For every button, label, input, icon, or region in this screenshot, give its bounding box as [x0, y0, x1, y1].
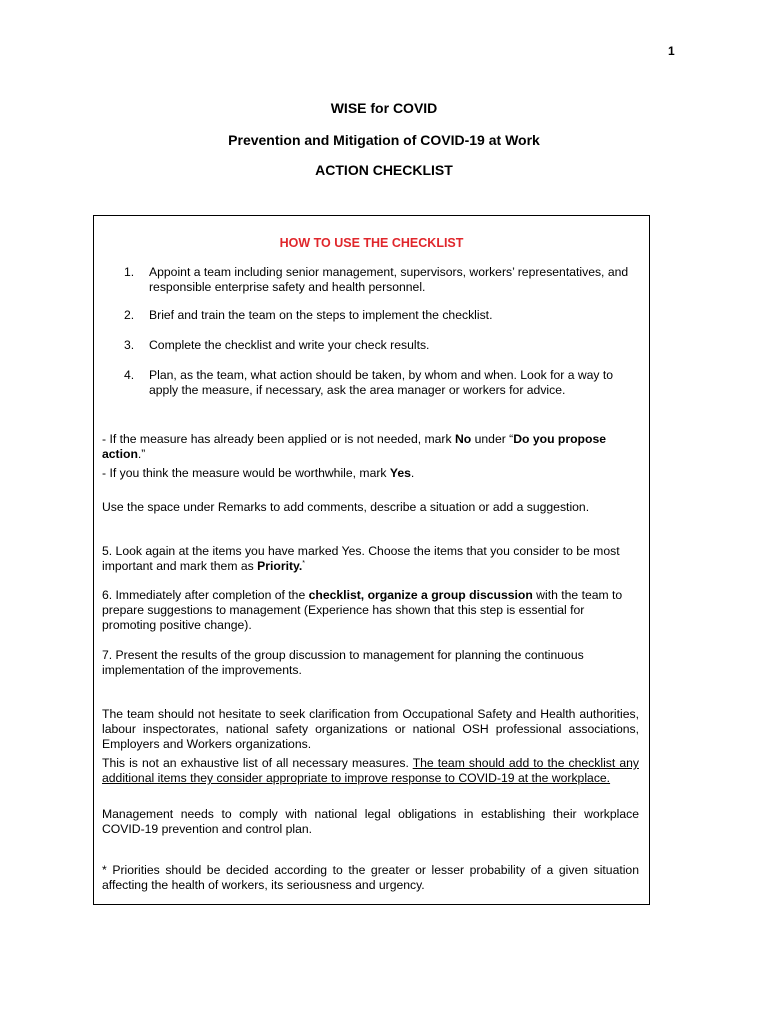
- step-text: Plan, as the team, what action should be taken, by whom and when. Look for a way to apply the measure, if necessary, ask the area manager or workers for advice.: [149, 368, 614, 397]
- checklist-instructions-box: [93, 215, 650, 905]
- priority-footnote: * Priorities should be decided according to the greater or lesser probability of a given situation affecting the health of workers, its seriousness and urgency.: [102, 863, 639, 892]
- step-6: 6. Immediately after completion of the checklist, organize a group discussion with the team to prepare suggestions to management (Experience has shown that this step is essential for promoting positive change).: [102, 588, 623, 632]
- step-text: Appoint a team including senior management, supervisors, workers’ representatives, and responsible enterprise safety and health personnel.: [149, 265, 629, 294]
- management-note: Management needs to comply with national legal obligations in establishing their workplace COVID-19 prevention and control plan.: [102, 807, 639, 836]
- step-number: 2.: [124, 308, 135, 322]
- box-heading: HOW TO USE THE CHECKLIST: [279, 236, 464, 250]
- doc-title: WISE for COVID: [330, 100, 438, 116]
- step-text: Complete the checklist and write your check results.: [149, 338, 430, 352]
- step-number: 3.: [124, 338, 135, 352]
- step-7: 7. Present the results of the group discussion to management for planning the continuous implementation of the improvements.: [102, 648, 584, 677]
- step-text: Brief and train the team on the steps to implement the checklist.: [149, 308, 493, 322]
- page-number: 1: [668, 44, 675, 58]
- mark-yes-instruction: - If you think the measure would be worthwhile, mark Yes.: [102, 466, 415, 480]
- step-5: 5. Look again at the items you have marked Yes. Choose the items that you consider to be most important and mark them as Priority.*: [102, 544, 620, 573]
- mark-no-instruction: - If the measure has already been applied or is not needed, mark No under “Do you propose action.”: [102, 432, 606, 461]
- doc-subtitle: Prevention and Mitigation of COVID-19 at Work: [228, 132, 540, 148]
- step-number: 4.: [124, 368, 135, 382]
- doc-section-title: ACTION CHECKLIST: [315, 162, 453, 178]
- remarks-instruction: Use the space under Remarks to add comments, describe a situation or add a suggestion.: [102, 500, 590, 514]
- clarification-note: The team should not hesitate to seek clarification from Occupational Safety and Health authorities, labour inspectorates, national safety organizations or national OSH professional associations, Employers and Workers organizations.: [102, 707, 639, 751]
- step-number: 1.: [124, 265, 135, 279]
- not-exhaustive-note: This is not an exhaustive list of all necessary measures. The team should add to the checklist any additional items they consider appropriate to improve response to COVID-19 at the workplace.: [102, 756, 639, 785]
